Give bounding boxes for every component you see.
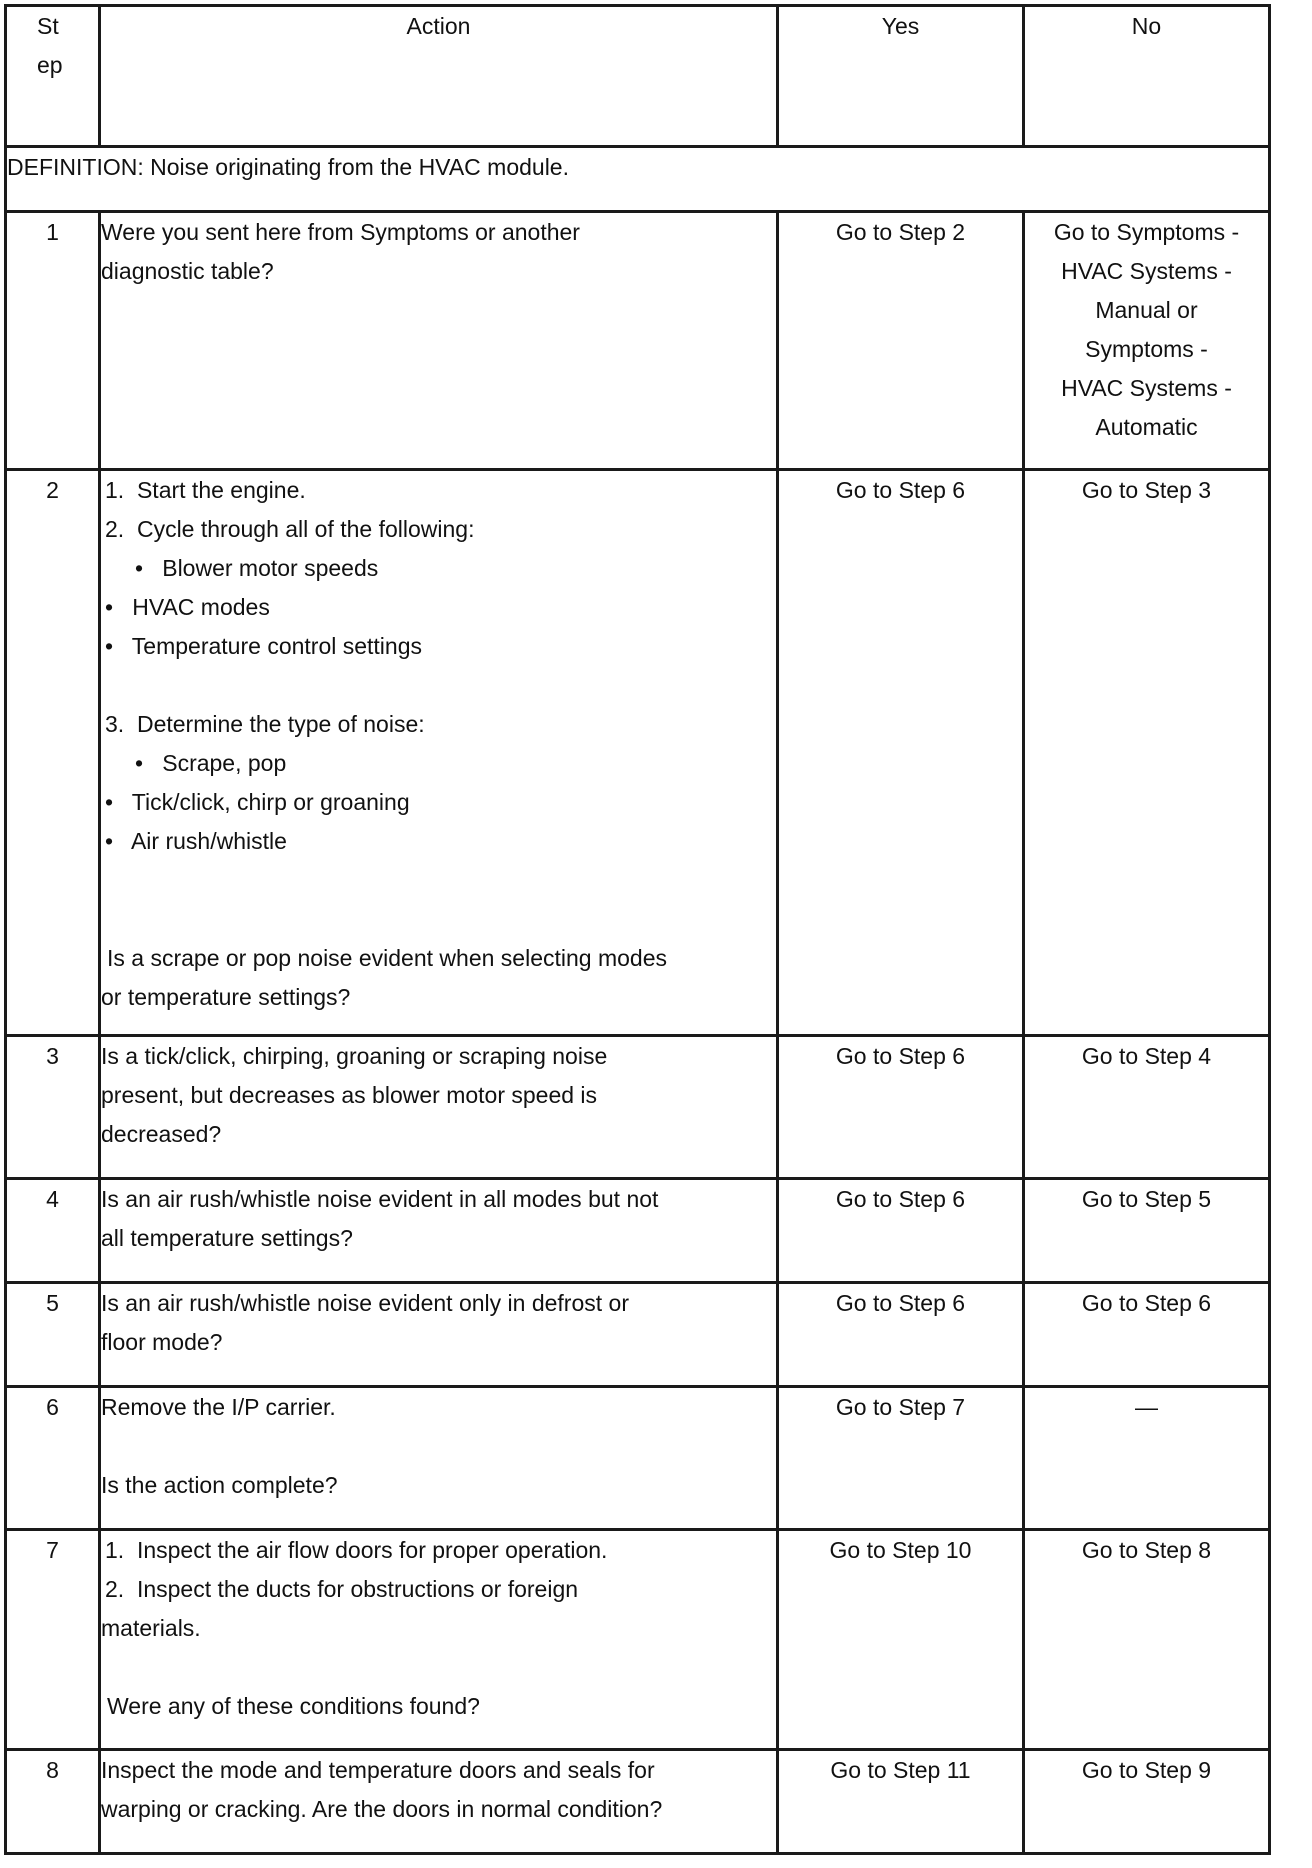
step-row-8 [6, 1750, 1270, 1854]
step-yes: Go to Step 11 [778, 1750, 1024, 1854]
diagnostic-table [4, 4, 1271, 1855]
definition-text: DEFINITION: Noise originating from the HVAC module. [6, 147, 1270, 212]
step-number: 3 [6, 1036, 100, 1179]
step-action: Is a tick/click, chirping, groaning or scraping noise present, but decreases as blower motor speed is decreased? [100, 1036, 778, 1179]
step-action: 1. Inspect the air flow doors for proper operation. 2. Inspect the ducts for obstructions or foreign materials. Were any of these conditions found? [100, 1530, 778, 1750]
step-action: Were you sent here from Symptoms or another diagnostic table? [100, 212, 778, 470]
step-action: Remove the I/P carrier. Is the action complete? [100, 1387, 778, 1530]
step-no: Go to Step 8 [1024, 1530, 1270, 1750]
step-number: 4 [6, 1179, 100, 1283]
step-number: 2 [6, 470, 100, 1036]
step-no: Go to Step 9 [1024, 1750, 1270, 1854]
step-number: 1 [6, 212, 100, 470]
step-action: Is an air rush/whistle noise evident only in defrost or floor mode? [100, 1283, 778, 1387]
header-action: Action [100, 6, 778, 147]
step-yes: Go to Step 6 [778, 1283, 1024, 1387]
step-no: Go to Step 5 [1024, 1179, 1270, 1283]
header-step: St ep [6, 6, 100, 147]
step-yes: Go to Step 2 [778, 212, 1024, 470]
definition-row [6, 147, 1270, 212]
step-row-4 [6, 1179, 1270, 1283]
step-action: Inspect the mode and temperature doors and seals for warping or cracking. Are the doors in normal condition? [100, 1750, 778, 1854]
step-row-7 [6, 1530, 1270, 1750]
step-row-1 [6, 212, 1270, 470]
step-yes: Go to Step 10 [778, 1530, 1024, 1750]
step-number: 5 [6, 1283, 100, 1387]
step-yes: Go to Step 7 [778, 1387, 1024, 1530]
header-no: No [1024, 6, 1270, 147]
step-yes: Go to Step 6 [778, 1036, 1024, 1179]
step-row-6 [6, 1387, 1270, 1530]
step-number: 6 [6, 1387, 100, 1530]
step-row-2 [6, 470, 1270, 1036]
step-action: 1. Start the engine. 2. Cycle through all of the following: • Blower motor speeds • HVAC modes • Temperature control settings 3. Determine the type of noise: • Scrape, pop • Tick/click, chirp or groaning • Air rush/whistle Is a scrape or pop noise evident when selecting modes or temperature settings? [100, 470, 778, 1036]
header-row [6, 6, 1270, 147]
step-action: Is an air rush/whistle noise evident in all modes but not all temperature settings? [100, 1179, 778, 1283]
header-yes: Yes [778, 6, 1024, 147]
step-no: — [1024, 1387, 1270, 1530]
step-number: 8 [6, 1750, 100, 1854]
step-yes: Go to Step 6 [778, 1179, 1024, 1283]
step-row-3 [6, 1036, 1270, 1179]
step-no: Go to Step 6 [1024, 1283, 1270, 1387]
step-number: 7 [6, 1530, 100, 1750]
step-no: Go to Step 3 [1024, 470, 1270, 1036]
step-no: Go to Symptoms - HVAC Systems - Manual or Symptoms - HVAC Systems - Automatic [1024, 212, 1270, 470]
step-no: Go to Step 4 [1024, 1036, 1270, 1179]
step-yes: Go to Step 6 [778, 470, 1024, 1036]
step-row-5 [6, 1283, 1270, 1387]
